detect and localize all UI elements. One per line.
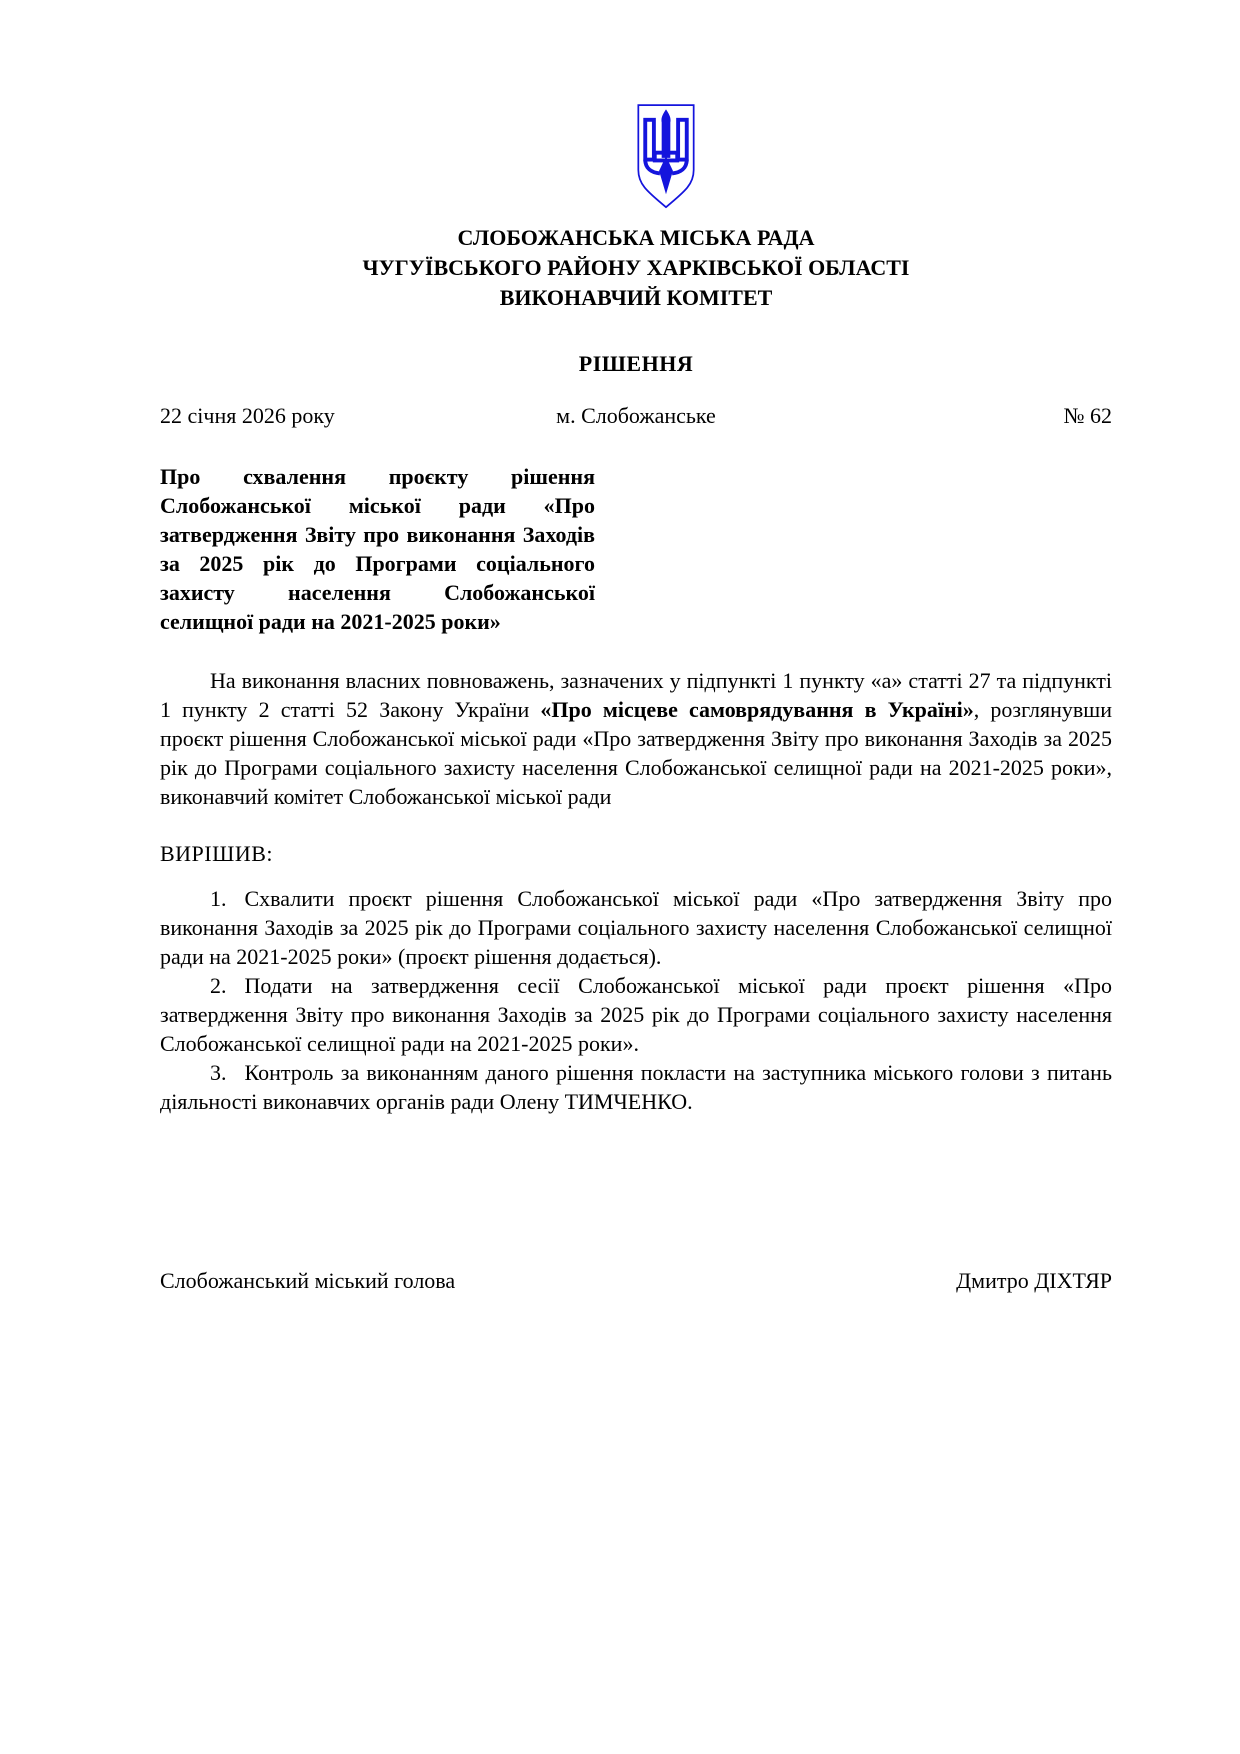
- document-type-heading: РІШЕННЯ: [578, 351, 694, 376]
- item-number: 2.: [210, 973, 227, 998]
- resolution-items: [160, 884, 1112, 1116]
- resolved-heading: ВИРІШИВ:: [160, 841, 273, 866]
- resolution-item-1: [160, 884, 1112, 971]
- item-number: 3.: [210, 1060, 227, 1085]
- document-place: м. Слобожанське: [556, 403, 716, 428]
- document-content: [160, 0, 1112, 1295]
- subject-paragraph: Про схвалення проєкту рішення Слобожанської міської ради «Про затвердження Звіту про виконання Заходів за 2025 рік до Програми соціального захисту населення Слобожанської селищної ради на 2021-2025 роки»: [160, 464, 595, 634]
- preamble-part1: На виконання власних повноважень, зазначених у підпункті 1 пункту «а» статті 27 та підпункті 1 пункту 2 статті 52 Закону України: [160, 668, 1112, 722]
- signer-name: Дмитро ДІХТЯР: [956, 1268, 1112, 1293]
- item-text: Подати на затвердження сесії Слобожанської міської ради проєкт рішення «Про затвердження Звіту про виконання Заходів за 2025 рік до Програми соціального захисту населення Слобожанської селищної ради на 2021-2025 роки».: [160, 973, 1112, 1056]
- law-title: «Про місцеве самоврядування в Україні»: [540, 697, 974, 722]
- preamble-part2: , розглянувши проєкт рішення Слобожанської міської ради «Про затвердження Звіту про виконання Заходів за 2025 рік до Програми соціального захисту населення Слобожанської селищної ради на 2021-2025 роки», виконавчий комітет Слобожанської міської ради: [160, 697, 1112, 809]
- item-number: 1.: [210, 886, 227, 911]
- item-text: Схвалити проєкт рішення Слобожанської міської ради «Про затвердження Звіту про виконання Заходів за 2025 рік до Програми соціального захисту населення Слобожанської селищної ради на 2021-2025 роки» (проєкт рішення додається).: [160, 886, 1112, 969]
- org-name-line3: ВИКОНАВЧИЙ КОМІТЕТ: [499, 285, 773, 310]
- signature-row: [160, 1266, 1112, 1295]
- org-name-line2: ЧУГУЇВСЬКОГО РАЙОНУ ХАРКІВСЬКОЇ ОБЛАСТІ: [362, 255, 910, 280]
- resolution-item-3: [160, 1058, 1112, 1116]
- preamble-paragraph: [160, 666, 1112, 811]
- org-name-line1: СЛОБОЖАНСЬКА МІСЬКА РАДА: [457, 225, 815, 250]
- coat-of-arms-icon: [634, 100, 698, 219]
- item-text: Контроль за виконанням даного рішення покласти на заступника міського голови з питань діяльності виконавчих органів ради Олену ТИМЧЕНКО.: [160, 1060, 1112, 1114]
- document-date: 22 січня 2026 року: [160, 403, 335, 428]
- trident-svg: [634, 100, 698, 214]
- signer-position: Слобожанський міський голова: [160, 1268, 456, 1293]
- document-number: № 62: [1063, 403, 1112, 428]
- meta-row: [160, 401, 1112, 430]
- resolution-item-2: [160, 971, 1112, 1058]
- emblem-row: [160, 100, 1112, 219]
